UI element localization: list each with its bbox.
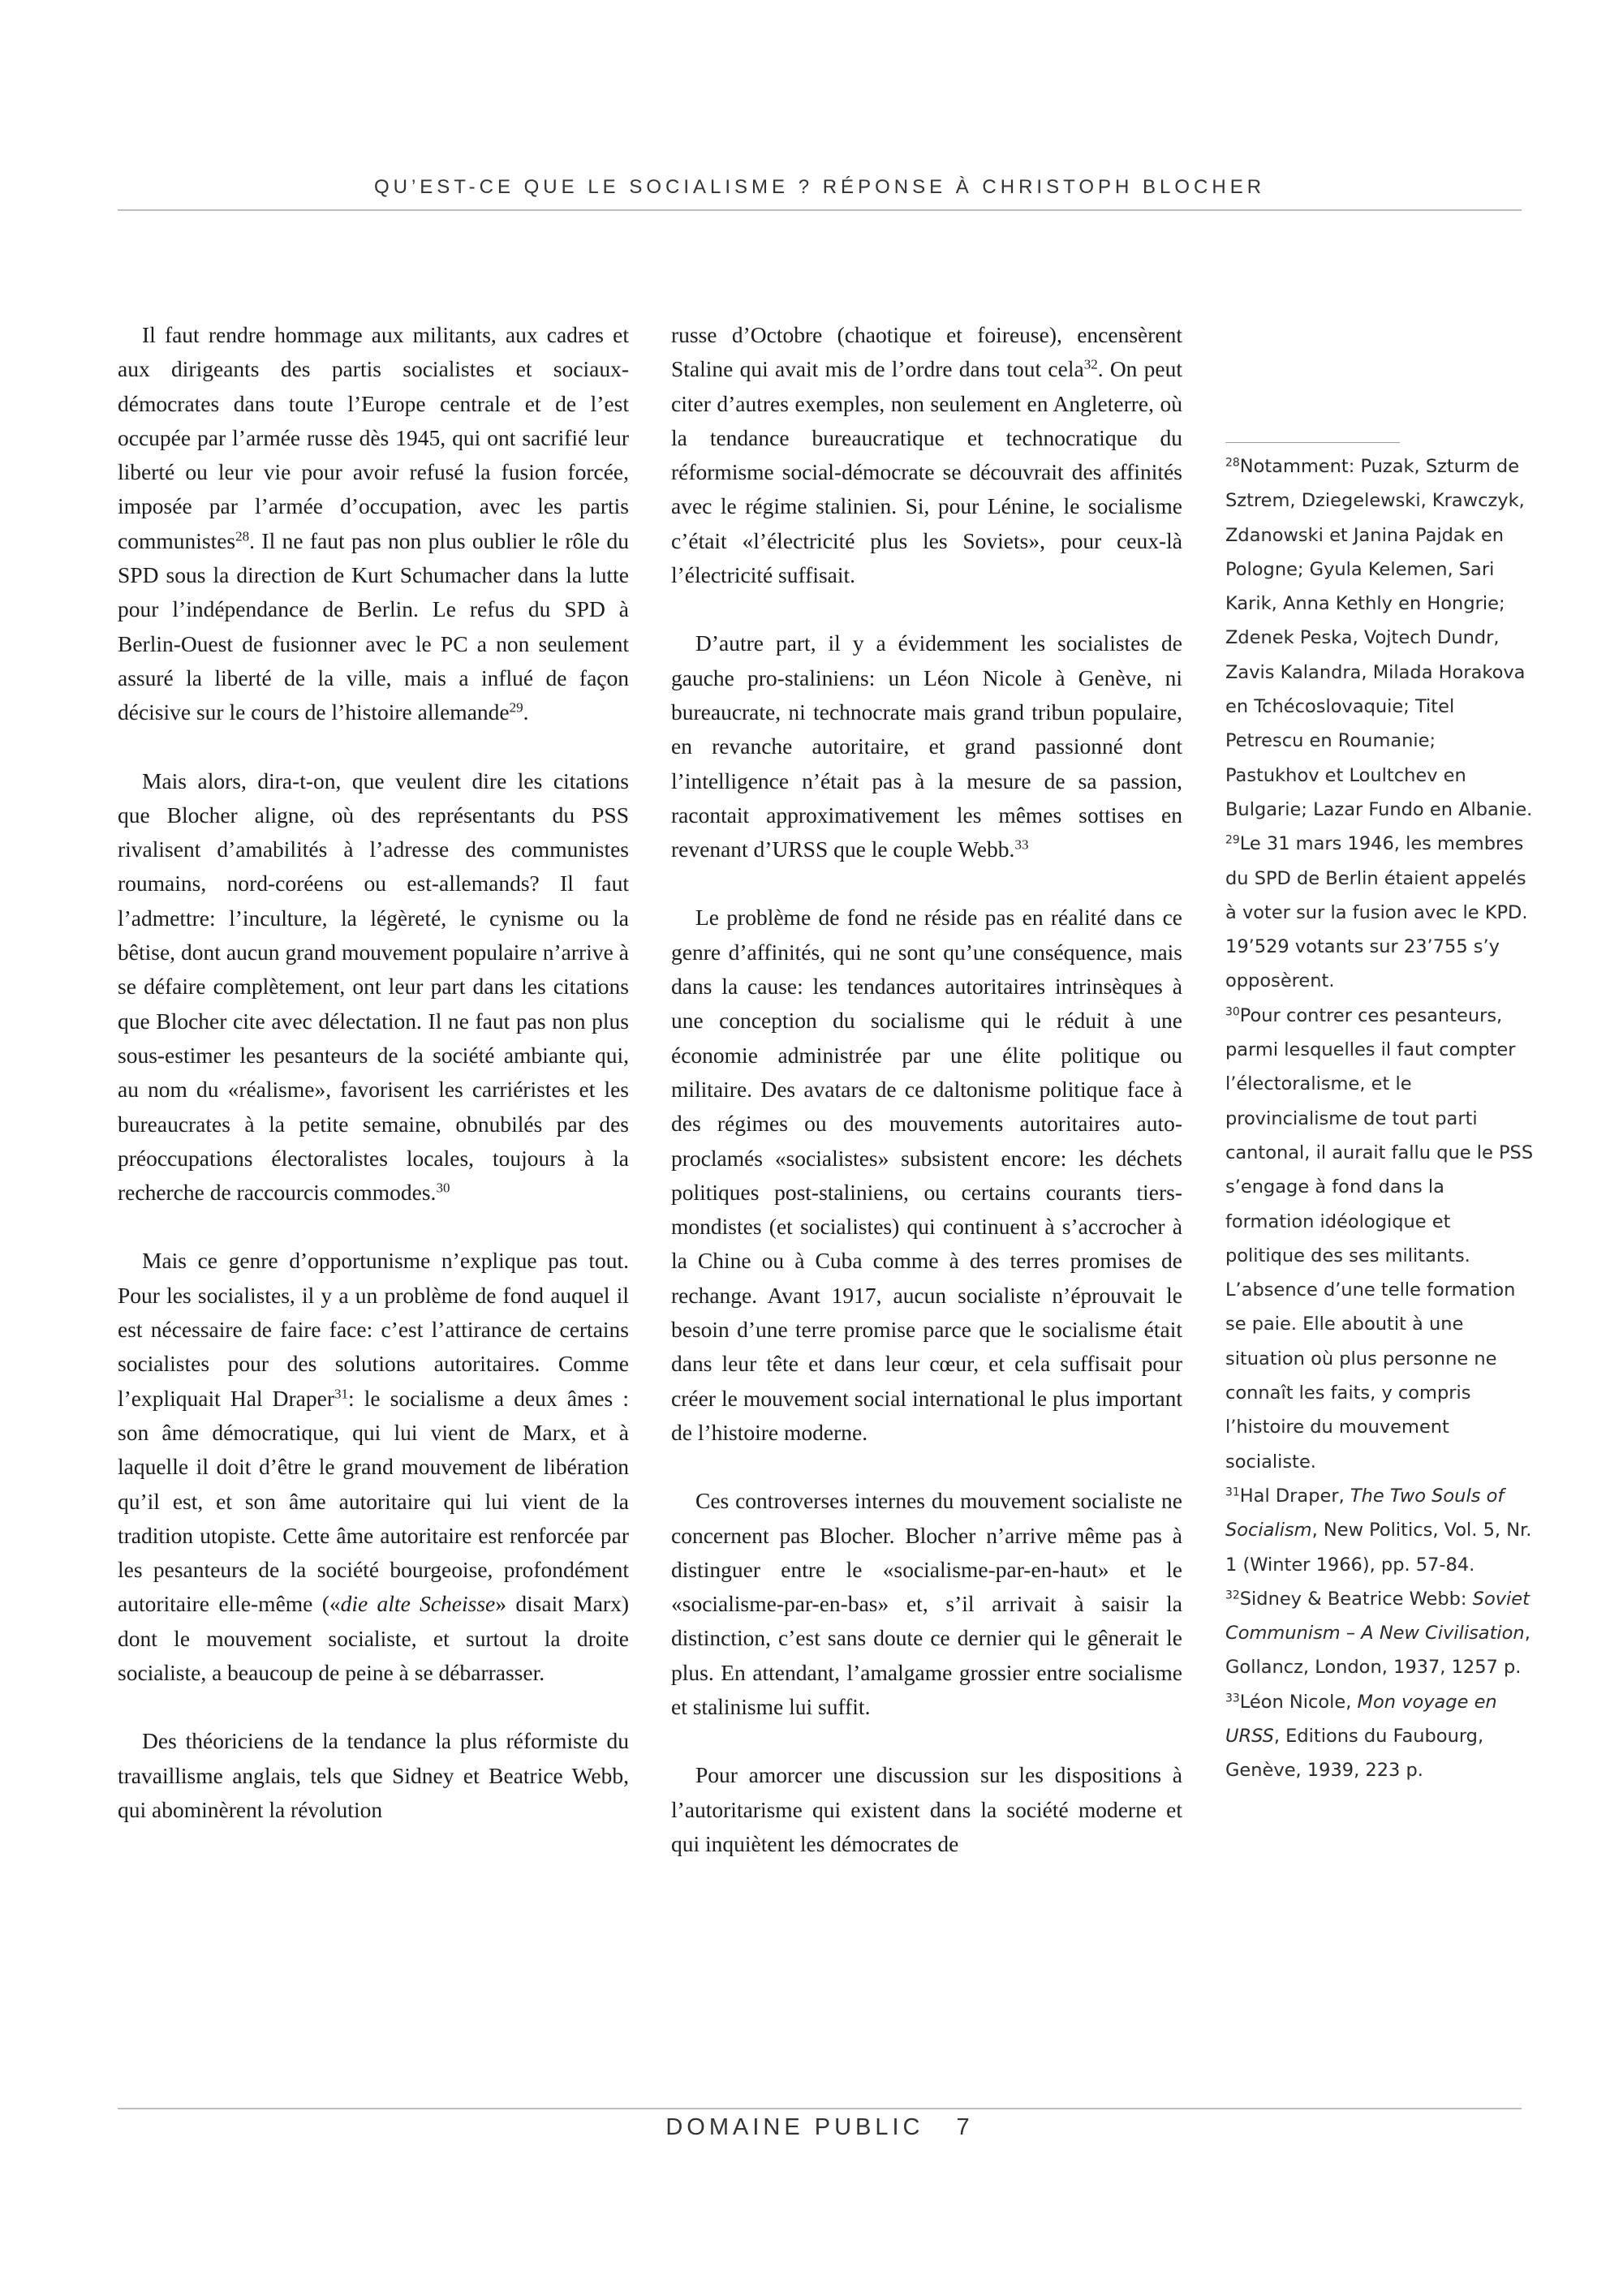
- paragraph: Ces controverses internes du mouvement socialiste ne concernent pas Blocher. Blocher n’arrive même pas à distinguer entre le «socialisme-par-en-haut» et le «socialisme-par-en-bas» et, s’il arrivait à saisir la distinction, c’est sans doute ce dernier qui le gênerait le plus. En attendant, l’amalgame grossier entre socialisme et stalinisme lui suffit.: [671, 1488, 1182, 1719]
- footnote-ref: 29: [509, 699, 523, 716]
- footnote-ref: 33: [1014, 836, 1029, 853]
- paragraph: Mais alors, dira-t-on, que veulent dire les citations que Blocher aligne, où des représentants du PSS rivalisent d’amabilités à l’adresse des communistes roumains, nord-coréens ou est-allemands? Il faut l’admettre: l’inculture, la légèreté, le cynisme ou la bêtise, dont aucun grand mouvement populaire n’arrive à se défaire complètement, ont leur part dans les citations que Blocher cite avec délectation. Il ne faut pas non plus sous-estimer les pesanteurs de la société ambiante qui, au nom du «réalisme», favorisent les carriéristes et les bureaucrates à la petite semaine, obnubilés par des préoccupations électoralistes locales, toujours à la recherche de raccourcis commodes.$^{30}$: [118, 767, 629, 1206]
- footnote-ref: 32: [1083, 356, 1098, 372]
- footnote-30: $^{30}$Pour contrer ces pesanteurs, parmi lesquelles il faut compter l’électoralisme, et le provincialisme de tout parti cantonal, il aurait fallu que le PSS s’engage à fond dans la formation idéologique et politique des ses militants. L’absence d’une telle formation se paie. Elle aboutit à une situation où plus personne ne connaît les faits, y compris l’histoire du mouvement socialiste.: [1225, 1004, 1534, 1473]
- running-header: QU’EST-CE QUE LE SOCIALISME ? RÉPONSE À CHRISTOPH BLOCHER: [373, 176, 1266, 198]
- paragraph: Le problème de fond ne réside pas en réalité dans ce genre d’affinités, qui ne sont qu’une conséquence, mais dans la cause: les tendances autoritaires intrinsèques à une conception du socialisme qui le réduit à une économie administrée par une élite politique ou militaire. Des avatars de ce daltonisme politique face à des régimes ou des mouvements autoritaires auto-proclamés «socialistes» subsistent encore: les déchets politiques post-staliniens, ou certains courants tiers-mondistes (et socialistes) qui continuent à s’accrocher à la Chine ou à Cuba comme à des terres promises de rechange. Avant 1917, aucun socialiste n’éprouvait le besoin d’une terre promise parce que le socialisme était dans leur tête et dans leur cœur, et cela suffisait pour créer le mouvement social international le plus important de l’histoire moderne.: [671, 905, 1182, 1445]
- paragraph: Il faut rendre hommage aux militants, aux cadres et aux dirigeants des partis socialistes et sociaux-démocrates dans toute l’Europe centrale et de l’est occupée par l’armée russe dès 1945, qui ont sacrifié leur liberté ou leur vie pour avoir refusé la fusion forcée, imposée par l’armée d’occupation, avec les partis communistes$^{28}$. Il ne faut pas non plus oublier le rôle du SPD sous la direction de Kurt Schumacher dans la lutte pour l’indépendance de Berlin. Le refus du SPD à Berlin-Ouest de fusionner avec le PC a non seulement assuré la liberté de la ville, mais a influé de façon décisive sur le cours de l’histoire allemande$^{29}$.: [118, 322, 629, 725]
- footnote-ref: 28: [235, 528, 250, 544]
- footnote-31: $^{31}$Hal Draper, The Two Souls of Socialism, New Politics, Vol. 5, Nr. 1 (Winter 1966), pp. 57-84.: [1225, 1485, 1532, 1576]
- footnote-32: $^{32}$Sidney & Beatrice Webb: Soviet Communism – A New Civilisation, Gollancz, London, 1937, 1257 p.: [1225, 1588, 1530, 1679]
- paragraph: Des théoriciens de la tendance la plus réformiste du travaillisme anglais, tels que Sidney et Beatrice Webb, qui abominèrent la révolution: [118, 1728, 629, 1822]
- footnotes-rule: [1225, 442, 1400, 443]
- footnote-29: $^{29}$Le 31 mars 1946, les membres du SPD de Berlin étaient appelés à voter sur la fusion avec le KPD. 19’529 votants sur 23’755 s’y opposèrent.: [1225, 833, 1528, 992]
- footnote-33: $^{33}$Léon Nicole, Mon voyage en URSS, Editions du Faubourg, Genève, 1939, 223 p.: [1225, 1691, 1497, 1782]
- paragraph: russe d’Octobre (chaotique et foireuse), encensèrent Staline qui avait mis de l’ordre dans tout cela$^{32}$. On peut citer d’autres exemples, non seulement en Angleterre, où la tendance bureaucratique et technocratique du réformisme social-démocrate se découvrait des affinités avec le régime stalinien. Si, pour Lénine, le socialisme c’était «l’électricité plus les Soviets», pour ceux-là l’électricité suffisait.: [671, 322, 1182, 588]
- footer-rule: [118, 2108, 1522, 2109]
- article-column-2: [671, 318, 1182, 1895]
- paragraph: Mais ce genre d’opportunisme n’explique pas tout. Pour les socialistes, il y a un problème de fond auquel il est nécessaire de faire face: c’est l’attirance de certains socialistes pour des solutions autoritaires. Comme l’expliquait Hal Draper$^{31}$: le socialisme a deux âmes : son âme démocratique, qui lui vient de Marx, et à laquelle il doit d’être le grand mouvement de libération qu’il est, et son âme autoritaire qui lui vient de la tradition utopiste. Cette âme autoritaire est renforcée par les pesanteurs de la société bourgeoise, profondément autoritaire elle-même («die alte Scheisse» disait Marx) dont le mouvement socialiste, et surtout la droite socialiste, a beaucoup de peine à se débarrasser.: [118, 1248, 629, 1685]
- publication-name: DOMAINE PUBLIC: [665, 2114, 924, 2140]
- footnote-ref: 31: [334, 1386, 349, 1402]
- footnote-ref: 30: [436, 1180, 450, 1196]
- article-column-1: [118, 318, 629, 1861]
- paragraph: Pour amorcer une discussion sur les dispositions à l’autoritarisme qui existent dans la société moderne et qui inquiètent les démocrates de: [671, 1762, 1182, 1856]
- quote-italic: die alte Scheisse: [340, 1591, 496, 1617]
- paragraph: D’autre part, il y a évidemment les socialistes de gauche pro-staliniens: un Léon Nicole à Genève, ni bureaucrate, ni technocrate mais grand tribun populaire, en revanche autoritaire, et grand passionné dont l’intelligence n’était pas à la mesure de sa passion, racontait approximativement les mêmes sottises en revenant d’URSS que le couple Webb.$^{33}$: [671, 630, 1182, 862]
- page-footer: [118, 2114, 1522, 2141]
- header-rule: [118, 209, 1522, 211]
- footnotes-column: [1225, 442, 1534, 1788]
- footnote-28: $^{28}$Notamment: Puzak, Szturm de Sztrem, Dziegelewski, Krawczyk, Zdanowski et Janina Pajdak en Pologne; Gyula Kelemen, Sari Karik, Anna Kethly en Hongrie; Zdenek Peska, Vojtech Dundr, Zavis Kalandra, Milada Horakova en Tchécoslovaquie; Titel Petrescu en Roumanie; Pastukhov et Loultchev en Bulgarie; Lazar Fundo en Albanie.: [1225, 456, 1533, 820]
- page-number: 7: [956, 2114, 974, 2140]
